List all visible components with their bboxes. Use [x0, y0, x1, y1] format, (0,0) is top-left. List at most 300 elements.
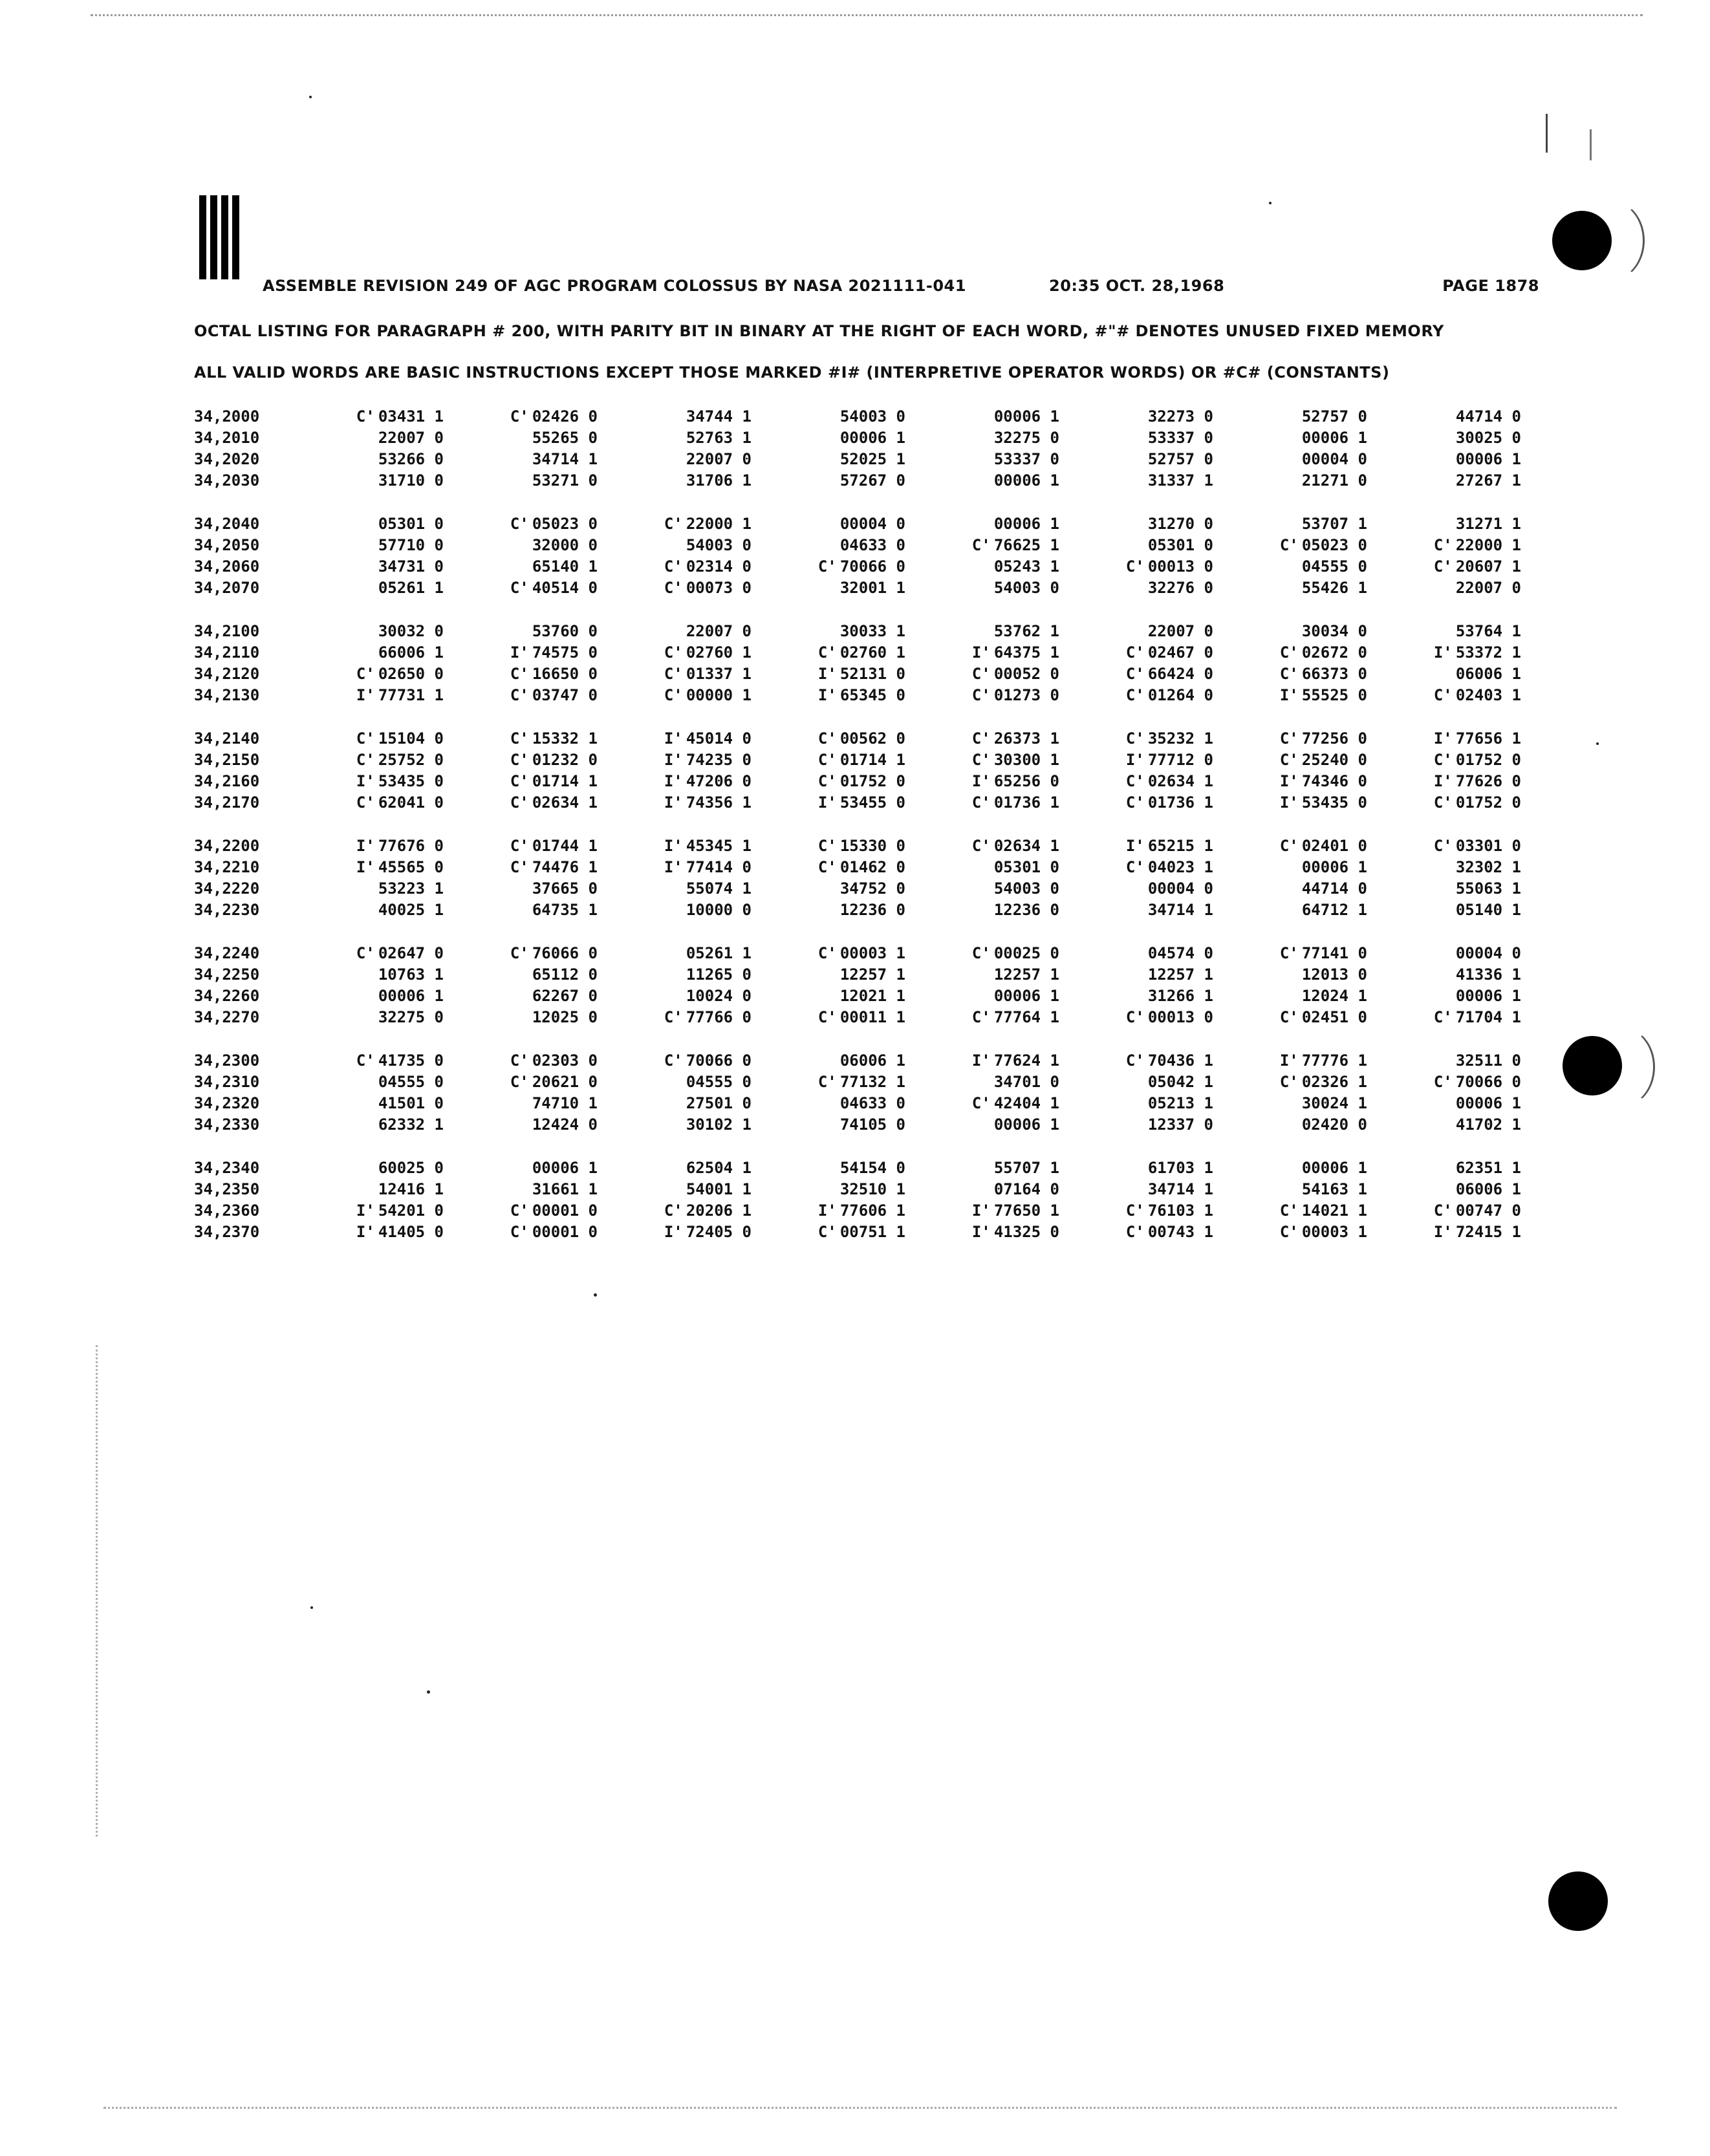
row-address: 34,2120 — [194, 665, 260, 683]
row-address: 34,2360 — [194, 1202, 260, 1220]
word-value: 74710 1 — [532, 1094, 598, 1112]
octal-word — [905, 1158, 1059, 1179]
word-value: 77256 0 — [1301, 729, 1367, 748]
octal-word — [444, 449, 598, 470]
word-value: 04023 1 — [1147, 858, 1213, 876]
word-value: 00006 1 — [993, 471, 1059, 490]
header-note: ALL VALID WORDS ARE BASIC INSTRUCTIONS EXCEPT THOSE MARKED #I# (INTERPRETIVE OPERATOR WORDS) OR #C# (CONSTANTS) — [194, 363, 1390, 382]
octal-word — [1367, 1179, 1521, 1200]
octal-word — [598, 621, 752, 642]
word-value: 20206 1 — [686, 1202, 752, 1220]
octal-word — [752, 577, 905, 599]
octal-word — [752, 513, 905, 535]
word-marker: I' — [664, 772, 683, 790]
word-value: 77764 1 — [993, 1008, 1059, 1026]
word-value: 31271 1 — [1455, 515, 1521, 533]
octal-word — [1059, 535, 1213, 556]
octal-word — [905, 835, 1059, 857]
octal-word — [1367, 1072, 1521, 1093]
word-marker: I' — [971, 1051, 991, 1070]
word-value: 12024 1 — [1301, 987, 1367, 1005]
word-value: 22007 0 — [1455, 579, 1521, 597]
word-marker: C' — [1433, 686, 1453, 704]
word-marker: I' — [1125, 837, 1145, 855]
scan-edge-top — [91, 14, 1643, 16]
word-value: 52757 0 — [1147, 450, 1213, 468]
word-value: 66424 0 — [1147, 665, 1213, 683]
word-value: 01337 1 — [686, 665, 752, 683]
row-address: 34,2340 — [194, 1159, 260, 1177]
word-value: 57267 0 — [839, 471, 905, 490]
octal-word — [444, 943, 598, 964]
word-value: 00073 0 — [686, 579, 752, 597]
word-value: 00004 0 — [1455, 944, 1521, 962]
octal-word — [905, 1007, 1059, 1028]
word-marker: C' — [664, 579, 683, 597]
octal-word — [1059, 470, 1213, 491]
word-value: 22007 0 — [686, 622, 752, 640]
octal-word — [290, 449, 444, 470]
word-value: 53435 0 — [378, 772, 444, 790]
octal-word — [1367, 1114, 1521, 1136]
word-value: 30102 1 — [686, 1116, 752, 1134]
octal-word — [444, 1179, 598, 1200]
word-value: 27501 0 — [686, 1094, 752, 1112]
octal-word — [598, 427, 752, 449]
octal-word — [598, 771, 752, 792]
octal-word — [1367, 556, 1521, 577]
listing-row — [194, 878, 1539, 900]
word-value: 30032 0 — [378, 622, 444, 640]
word-value: 53707 1 — [1301, 515, 1367, 533]
word-value: 32511 0 — [1455, 1051, 1521, 1070]
octal-word — [444, 1050, 598, 1072]
word-value: 53271 0 — [532, 471, 598, 490]
word-value: 52763 1 — [686, 429, 752, 447]
word-value: 65112 0 — [532, 965, 598, 984]
octal-word — [598, 663, 752, 685]
octal-word — [752, 964, 905, 986]
word-value: 05023 0 — [532, 515, 598, 533]
octal-word — [905, 749, 1059, 771]
word-value: 70066 0 — [1455, 1073, 1521, 1091]
word-value: 12337 0 — [1147, 1116, 1213, 1134]
word-marker: C' — [817, 837, 837, 855]
word-marker: C' — [1433, 557, 1453, 576]
word-marker: C' — [664, 686, 683, 704]
octal-word — [1213, 986, 1367, 1007]
octal-word — [752, 943, 905, 964]
word-value: 64712 1 — [1301, 901, 1367, 919]
word-value: 40025 1 — [378, 901, 444, 919]
octal-word — [1059, 1179, 1213, 1200]
octal-word — [1059, 1114, 1213, 1136]
octal-word — [752, 556, 905, 577]
word-value: 74346 0 — [1301, 772, 1367, 790]
listing-block — [194, 406, 1539, 491]
listing-row — [194, 771, 1539, 792]
octal-word — [752, 535, 905, 556]
word-marker: C' — [1279, 729, 1299, 748]
word-value: 06006 1 — [1455, 665, 1521, 683]
octal-word — [598, 1093, 752, 1114]
octal-word — [1213, 964, 1367, 986]
word-value: 30033 1 — [839, 622, 905, 640]
word-marker: C' — [971, 1094, 991, 1112]
word-value: 62351 1 — [1455, 1159, 1521, 1177]
word-value: 04633 0 — [839, 536, 905, 554]
word-value: 02426 0 — [532, 407, 598, 426]
octal-word — [1213, 513, 1367, 535]
word-marker: C' — [510, 1051, 529, 1070]
word-marker: C' — [971, 944, 991, 962]
octal-word — [905, 1072, 1059, 1093]
octal-word — [1367, 749, 1521, 771]
word-marker: C' — [817, 751, 837, 769]
word-value: 00052 0 — [993, 665, 1059, 683]
word-value: 64375 1 — [993, 643, 1059, 662]
word-value: 31266 1 — [1147, 987, 1213, 1005]
word-marker: C' — [1433, 1073, 1453, 1091]
word-value: 45014 0 — [686, 729, 752, 748]
word-value: 01714 1 — [839, 751, 905, 769]
octal-word — [1367, 835, 1521, 857]
word-value: 00743 1 — [1147, 1223, 1213, 1241]
word-marker: C' — [664, 665, 683, 683]
octal-word — [444, 728, 598, 749]
word-value: 04555 0 — [686, 1073, 752, 1091]
octal-word — [1213, 1114, 1367, 1136]
word-value: 01714 1 — [532, 772, 598, 790]
word-marker: I' — [356, 686, 375, 704]
word-value: 77606 1 — [839, 1202, 905, 1220]
word-value: 30024 1 — [1301, 1094, 1367, 1112]
speck — [1596, 742, 1599, 745]
octal-word — [752, 878, 905, 900]
word-value: 00003 1 — [839, 944, 905, 962]
listing-block — [194, 728, 1539, 814]
word-marker: I' — [817, 1202, 837, 1220]
octal-word — [1059, 1158, 1213, 1179]
word-marker: C' — [356, 729, 375, 748]
octal-word — [1059, 663, 1213, 685]
octal-word — [598, 470, 752, 491]
word-marker: C' — [1125, 1223, 1145, 1241]
octal-word — [444, 835, 598, 857]
row-address: 34,2250 — [194, 965, 260, 984]
octal-word — [290, 749, 444, 771]
word-marker: I' — [971, 772, 991, 790]
word-value: 74476 1 — [532, 858, 598, 876]
octal-word — [290, 728, 444, 749]
octal-word — [1213, 663, 1367, 685]
word-value: 55265 0 — [532, 429, 598, 447]
word-value: 31661 1 — [532, 1180, 598, 1198]
listing-row — [194, 728, 1539, 749]
word-value: 32302 1 — [1455, 858, 1521, 876]
speck — [594, 1293, 597, 1297]
word-marker: I' — [817, 793, 837, 812]
octal-word — [752, 857, 905, 878]
margin-tick — [1546, 114, 1548, 153]
word-value: 00006 1 — [532, 1159, 598, 1177]
octal-word — [598, 900, 752, 921]
octal-word — [598, 406, 752, 427]
word-marker: C' — [817, 1223, 837, 1241]
word-value: 30025 0 — [1455, 429, 1521, 447]
word-value: 65215 1 — [1147, 837, 1213, 855]
word-value: 00006 1 — [993, 1116, 1059, 1134]
octal-word — [444, 1158, 598, 1179]
octal-word — [905, 1050, 1059, 1072]
word-value: 54003 0 — [993, 879, 1059, 898]
word-value: 15104 0 — [378, 729, 444, 748]
listing-block — [194, 513, 1539, 599]
octal-word — [905, 1200, 1059, 1222]
row-address: 34,2260 — [194, 987, 260, 1005]
word-marker: I' — [1433, 643, 1453, 662]
listing-row — [194, 964, 1539, 986]
octal-word — [1059, 685, 1213, 706]
word-value: 76066 0 — [532, 944, 598, 962]
octal-word — [290, 577, 444, 599]
word-value: 72415 1 — [1455, 1223, 1521, 1241]
word-value: 05243 1 — [993, 557, 1059, 576]
octal-word — [905, 878, 1059, 900]
octal-word — [290, 986, 444, 1007]
word-value: 55074 1 — [686, 879, 752, 898]
word-value: 12416 1 — [378, 1180, 444, 1198]
octal-word — [905, 535, 1059, 556]
octal-word — [444, 577, 598, 599]
octal-word — [290, 835, 444, 857]
octal-word — [905, 577, 1059, 599]
word-value: 66006 1 — [378, 643, 444, 662]
octal-word — [1213, 449, 1367, 470]
octal-word — [1059, 857, 1213, 878]
octal-word — [290, 642, 444, 663]
octal-word — [752, 406, 905, 427]
octal-word — [598, 1200, 752, 1222]
octal-word — [444, 642, 598, 663]
word-marker: I' — [356, 1202, 375, 1220]
word-value: 03747 0 — [532, 686, 598, 704]
word-value: 62332 1 — [378, 1116, 444, 1134]
word-value: 02401 0 — [1301, 837, 1367, 855]
octal-word — [598, 513, 752, 535]
octal-word — [752, 792, 905, 814]
word-value: 55426 1 — [1301, 579, 1367, 597]
listing-row — [194, 835, 1539, 857]
word-marker: I' — [664, 858, 683, 876]
word-marker: I' — [664, 793, 683, 812]
word-value: 06006 1 — [839, 1051, 905, 1070]
word-value: 34714 1 — [532, 450, 598, 468]
octal-word — [752, 1007, 905, 1028]
word-marker: C' — [1433, 793, 1453, 812]
row-address: 34,2040 — [194, 515, 260, 533]
word-value: 02760 1 — [686, 643, 752, 662]
octal-word — [290, 900, 444, 921]
word-value: 14021 1 — [1301, 1202, 1367, 1220]
octal-word — [1213, 900, 1367, 921]
octal-word — [905, 1179, 1059, 1200]
octal-word — [290, 1007, 444, 1028]
octal-word — [1367, 427, 1521, 449]
octal-word — [290, 1222, 444, 1243]
listing-row — [194, 1114, 1539, 1136]
word-value: 52025 1 — [839, 450, 905, 468]
word-value: 02326 1 — [1301, 1073, 1367, 1091]
octal-word — [905, 406, 1059, 427]
word-marker: C' — [510, 686, 529, 704]
row-address: 34,2150 — [194, 751, 260, 769]
margin-tick — [1590, 129, 1592, 160]
word-marker: C' — [664, 1051, 683, 1070]
listing-row — [194, 1158, 1539, 1179]
octal-listing — [194, 406, 1539, 1265]
listing-row — [194, 685, 1539, 706]
octal-word — [752, 1114, 905, 1136]
word-marker: C' — [1279, 944, 1299, 962]
word-value: 01462 0 — [839, 858, 905, 876]
word-value: 22007 0 — [686, 450, 752, 468]
word-marker: C' — [971, 1008, 991, 1026]
word-value: 77731 1 — [378, 686, 444, 704]
word-marker: I' — [664, 751, 683, 769]
octal-word — [290, 663, 444, 685]
octal-word — [905, 663, 1059, 685]
octal-word — [1059, 577, 1213, 599]
word-marker: C' — [1279, 1073, 1299, 1091]
word-marker: C' — [1125, 1202, 1145, 1220]
listing-row — [194, 577, 1539, 599]
word-value: 47206 0 — [686, 772, 752, 790]
listing-row — [194, 449, 1539, 470]
word-value: 61703 1 — [1147, 1159, 1213, 1177]
octal-word — [444, 771, 598, 792]
word-marker: C' — [356, 1051, 375, 1070]
word-marker: C' — [510, 858, 529, 876]
word-value: 00006 1 — [993, 987, 1059, 1005]
listing-row — [194, 857, 1539, 878]
word-value: 12257 1 — [1147, 965, 1213, 984]
word-value: 05023 0 — [1301, 536, 1367, 554]
octal-word — [444, 1200, 598, 1222]
word-value: 00011 1 — [839, 1008, 905, 1026]
listing-row — [194, 535, 1539, 556]
octal-word — [1367, 470, 1521, 491]
octal-word — [290, 943, 444, 964]
word-value: 53372 1 — [1455, 643, 1521, 662]
octal-word — [1367, 943, 1521, 964]
word-marker: I' — [664, 729, 683, 748]
word-marker: C' — [817, 858, 837, 876]
word-value: 02314 0 — [686, 557, 752, 576]
octal-word — [598, 943, 752, 964]
word-value: 00006 1 — [839, 429, 905, 447]
word-marker: C' — [1125, 858, 1145, 876]
word-value: 16650 0 — [532, 665, 598, 683]
octal-word — [1059, 556, 1213, 577]
word-value: 55525 0 — [1301, 686, 1367, 704]
octal-word — [598, 1222, 752, 1243]
word-marker: I' — [356, 837, 375, 855]
octal-word — [905, 513, 1059, 535]
octal-word — [1059, 835, 1213, 857]
word-value: 00004 0 — [1301, 450, 1367, 468]
word-marker: C' — [1433, 1008, 1453, 1026]
octal-word — [1059, 728, 1213, 749]
octal-word — [290, 964, 444, 986]
octal-word — [1367, 964, 1521, 986]
word-value: 00013 0 — [1147, 1008, 1213, 1026]
octal-word — [905, 943, 1059, 964]
octal-word — [1059, 771, 1213, 792]
word-value: 02647 0 — [378, 944, 444, 962]
word-value: 54001 1 — [686, 1180, 752, 1198]
punch-hole-top-arc — [1578, 200, 1645, 281]
word-value: 10000 0 — [686, 901, 752, 919]
octal-word — [1213, 1158, 1367, 1179]
row-address: 34,2220 — [194, 879, 260, 898]
octal-word — [444, 1114, 598, 1136]
octal-word — [598, 964, 752, 986]
word-marker: C' — [971, 729, 991, 748]
word-value: 55063 1 — [1455, 879, 1521, 898]
row-address: 34,2300 — [194, 1051, 260, 1070]
word-marker: C' — [1279, 665, 1299, 683]
octal-word — [1213, 792, 1367, 814]
listing-row — [194, 986, 1539, 1007]
word-value: 54003 0 — [993, 579, 1059, 597]
octal-word — [905, 857, 1059, 878]
row-address: 34,2030 — [194, 471, 260, 490]
word-marker: C' — [1279, 643, 1299, 662]
word-value: 34744 1 — [686, 407, 752, 426]
word-value: 00025 0 — [993, 944, 1059, 962]
octal-word — [1059, 1072, 1213, 1093]
octal-word — [444, 900, 598, 921]
word-value: 00001 0 — [532, 1223, 598, 1241]
octal-word — [1213, 835, 1367, 857]
word-value: 30034 0 — [1301, 622, 1367, 640]
octal-word — [1367, 1200, 1521, 1222]
listing-block — [194, 943, 1539, 1028]
octal-word — [905, 900, 1059, 921]
word-marker: C' — [510, 1073, 529, 1091]
word-value: 00004 0 — [839, 515, 905, 533]
word-value: 54003 0 — [686, 536, 752, 554]
word-marker: C' — [971, 837, 991, 855]
octal-word — [752, 1050, 905, 1072]
word-marker: C' — [510, 793, 529, 812]
word-value: 00006 1 — [1455, 450, 1521, 468]
listing-row — [194, 1007, 1539, 1028]
octal-word — [1059, 621, 1213, 642]
listing-block — [194, 1158, 1539, 1243]
octal-word — [905, 1114, 1059, 1136]
speck — [427, 1690, 430, 1694]
row-address: 34,2070 — [194, 579, 260, 597]
word-marker: C' — [1125, 686, 1145, 704]
octal-word — [905, 621, 1059, 642]
word-value: 04574 0 — [1147, 944, 1213, 962]
word-value: 52131 0 — [839, 665, 905, 683]
word-value: 53223 1 — [378, 879, 444, 898]
word-marker: C' — [1433, 751, 1453, 769]
word-value: 01736 1 — [993, 793, 1059, 812]
